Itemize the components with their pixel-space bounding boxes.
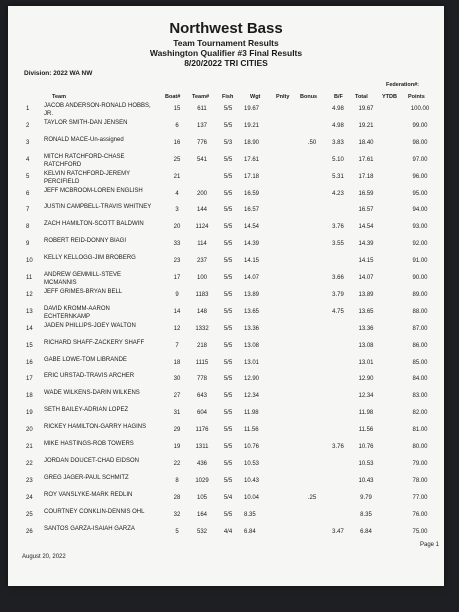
cell-total: 16.59 <box>358 190 374 197</box>
subtitle-results: Team Tournament Results <box>173 38 279 48</box>
cell-fish: 5/5 <box>223 241 233 248</box>
cell-team: MITCH RATCHFORD-CHASE RATCHFORD <box>44 153 125 168</box>
cell-wgt: 12.34 <box>244 393 260 400</box>
subtitle-date: 8/20/2022 TRI CITIES <box>184 58 268 68</box>
table-row <box>8 322 444 340</box>
cell-team: ZACH HAMILTON-SCOTT BALDWIN <box>44 221 144 228</box>
cell-wgt: 10.76 <box>244 444 260 450</box>
table-row <box>8 136 444 154</box>
cell-team: WADE WILKENS-DARIN WILKENS <box>44 390 140 397</box>
cell-fish: 5/5 <box>223 275 233 281</box>
cell-points: 89.00 <box>412 291 428 298</box>
cell-wgt: 14.54 <box>244 224 260 231</box>
cell-team: JORDAN DOUCET-CHAD EIDSON <box>44 457 140 464</box>
cell-team: TAYLOR SMITH-DAN JENSEN <box>44 119 128 126</box>
col-total: Total <box>355 94 368 100</box>
cell-team: MIKE HASTINGS-ROB TOWERS <box>44 441 134 447</box>
cell-fish: 5/5 <box>223 427 233 434</box>
cell-points: 95.00 <box>412 190 428 197</box>
cell-total: 17.61 <box>358 156 374 163</box>
cell-fish: 5/5 <box>223 325 233 332</box>
cell-teamno: 436 <box>196 460 207 467</box>
cell-teamno: 1332 <box>195 325 209 332</box>
table-row <box>8 525 444 543</box>
cell-teamno: 148 <box>196 308 207 315</box>
cell-fish: 5/4 <box>223 494 233 501</box>
cell-rank: 9 <box>26 241 30 248</box>
cell-teamno: 200 <box>196 190 207 197</box>
cell-bf: 4.98 <box>332 106 344 112</box>
cell-points: 91.00 <box>412 258 428 265</box>
cell-teamno: 164 <box>196 511 207 518</box>
cell-wgt: 14.07 <box>244 275 260 281</box>
cell-total: 10.53 <box>358 460 374 467</box>
cell-wgt: 16.59 <box>244 190 260 197</box>
cell-wgt: 14.15 <box>244 258 260 265</box>
cell-points: 75.00 <box>412 528 428 535</box>
table-row <box>8 406 444 424</box>
cell-points: 90.00 <box>412 275 428 281</box>
cell-teamno: 100 <box>196 275 207 281</box>
page-title: Northwest Bass <box>169 20 283 37</box>
cell-rank: 6 <box>26 190 30 197</box>
cell-points: 98.00 <box>412 139 428 146</box>
cell-team: JUSTIN CAMPBELL-TRAVIS WHITNEY <box>44 204 152 211</box>
cell-fish: 5/5 <box>223 359 233 366</box>
cell-rank: 14 <box>26 325 33 332</box>
cell-wgt: 18.90 <box>244 139 260 146</box>
cell-boat: 18 <box>173 359 181 366</box>
cell-points: 85.00 <box>412 359 428 366</box>
cell-points: 99.00 <box>412 122 428 129</box>
table-row <box>8 491 444 509</box>
cell-rank: 23 <box>26 477 33 484</box>
cell-points: 78.00 <box>412 477 428 484</box>
cell-points: 80.00 <box>412 444 428 450</box>
cell-rank: 5 <box>26 173 30 180</box>
cell-points: 86.00 <box>412 342 428 349</box>
cell-total: 14.39 <box>358 241 374 248</box>
cell-boat: 3 <box>175 207 179 214</box>
cell-boat: 28 <box>173 494 181 501</box>
cell-boat: 27 <box>173 393 181 400</box>
cell-wgt: 17.18 <box>244 173 260 180</box>
cell-total: 19.67 <box>358 106 374 112</box>
cell-bf: 3.66 <box>332 275 344 281</box>
cell-wgt: 13.89 <box>244 291 260 298</box>
cell-total: 13.08 <box>358 342 374 349</box>
cell-fish: 5/5 <box>223 410 233 417</box>
col-pnlty: Pnlty <box>276 94 290 100</box>
cell-rank: 21 <box>26 444 33 450</box>
cell-fish: 5/5 <box>223 106 233 112</box>
cell-fish: 4/4 <box>223 528 233 535</box>
cell-teamno: 144 <box>196 207 207 214</box>
cell-fish: 5/5 <box>223 376 233 383</box>
cell-total: 16.57 <box>358 207 374 214</box>
cell-team: JEFF MCBROOM-LOREN ENGLISH <box>44 187 143 194</box>
cell-boat: 4 <box>175 190 179 197</box>
cell-teamno: 643 <box>196 393 207 400</box>
cell-team: ROY VANSLYKE-MARK REDLIN <box>44 491 133 498</box>
cell-total: 13.01 <box>358 359 374 366</box>
cell-fish: 5/5 <box>223 342 233 349</box>
table-row <box>8 305 444 323</box>
cell-points: 76.00 <box>412 511 428 518</box>
cell-boat: 17 <box>173 275 181 281</box>
cell-boat: 23 <box>173 258 181 265</box>
cell-points: 87.00 <box>412 325 428 332</box>
cell-bonus: .50 <box>307 139 317 146</box>
cell-team: GABE LOWE-TOM LIBRANDE <box>44 356 127 363</box>
cell-rank: 18 <box>26 393 33 400</box>
cell-team: COURTNEY CONKLIN-DENNIS OHL <box>44 508 145 515</box>
cell-bf: 4.75 <box>332 308 344 315</box>
cell-boat: 30 <box>173 376 181 383</box>
cell-bf: 3.76 <box>332 444 344 450</box>
cell-boat: 19 <box>173 444 181 450</box>
cell-fish: 5/5 <box>223 393 233 400</box>
cell-total: 12.90 <box>358 376 374 383</box>
cell-fish: 5/5 <box>223 122 233 129</box>
cell-total: 9.79 <box>360 494 372 501</box>
cell-teamno: 218 <box>196 342 207 349</box>
cell-wgt: 19.67 <box>244 106 260 112</box>
table-row <box>8 102 444 120</box>
cell-team: ROBERT REID-DONNY BIAGI <box>44 238 127 245</box>
cell-points: 82.00 <box>412 410 428 417</box>
table-row <box>8 187 444 205</box>
cell-wgt: 11.56 <box>244 427 259 434</box>
cell-team: ERIC URSTAD-TRAVIS ARCHER <box>44 373 135 380</box>
cell-wgt: 6.84 <box>244 528 256 535</box>
cell-fish: 5/5 <box>223 207 233 214</box>
table-row <box>8 153 444 171</box>
cell-rank: 15 <box>26 342 33 349</box>
table-row <box>8 254 444 272</box>
cell-boat: 22 <box>173 460 181 467</box>
cell-bf: 4.98 <box>332 122 344 129</box>
cell-wgt: 12.90 <box>244 376 260 383</box>
cell-team: SANTOS GARZA-ISAIAH GARZA <box>44 525 135 532</box>
division-label: Division: 2022 WA NW <box>24 70 93 77</box>
cell-fish: 5/5 <box>223 477 233 484</box>
cell-teamno: 1183 <box>195 291 209 298</box>
cell-wgt: 17.61 <box>244 156 260 163</box>
cell-teamno: 1176 <box>195 427 209 434</box>
cell-boat: 6 <box>175 122 179 129</box>
table-row <box>8 119 444 137</box>
cell-boat: 14 <box>173 308 181 315</box>
cell-wgt: 10.43 <box>244 477 260 484</box>
cell-rank: 10 <box>26 258 33 265</box>
cell-total: 8.35 <box>360 511 372 518</box>
cell-team: GREG JAGER-PAUL SCHMITZ <box>44 474 129 481</box>
federation-label: Federation#: <box>386 82 420 88</box>
col-wgt: Wgt <box>250 94 261 100</box>
cell-boat: 21 <box>173 173 181 180</box>
cell-rank: 26 <box>26 528 33 535</box>
cell-rank: 11 <box>26 275 33 281</box>
cell-rank: 4 <box>26 156 30 163</box>
cell-bf: 3.76 <box>332 224 344 231</box>
cell-points: 92.00 <box>412 241 428 248</box>
cell-total: 18.40 <box>358 139 374 146</box>
table-row <box>8 474 444 492</box>
cell-teamno: 541 <box>196 156 207 163</box>
results-sheet <box>8 6 444 586</box>
table-row <box>8 372 444 390</box>
cell-boat: 29 <box>173 427 181 434</box>
footer-date: August 20, 2022 <box>22 554 66 560</box>
col-ytdb: YTDB <box>382 94 397 100</box>
cell-bonus: .25 <box>307 494 317 501</box>
cell-points: 84.00 <box>412 376 428 383</box>
cell-rank: 16 <box>26 359 33 366</box>
cell-boat: 33 <box>173 241 181 248</box>
cell-points: 79.00 <box>412 460 428 467</box>
cell-teamno: 532 <box>196 528 207 535</box>
cell-wgt: 10.04 <box>244 494 260 501</box>
table-row <box>8 457 444 475</box>
cell-fish: 5/5 <box>223 308 233 315</box>
cell-team: DAVID KROMM-AARON ECHTERNKAMP <box>44 305 110 320</box>
table-row <box>8 237 444 255</box>
table-row <box>8 170 444 188</box>
cell-wgt: 13.65 <box>244 308 260 315</box>
cell-fish: 5/5 <box>223 291 233 298</box>
cell-rank: 19 <box>26 410 33 417</box>
cell-teamno: 1124 <box>195 224 209 231</box>
cell-total: 13.65 <box>358 308 374 315</box>
cell-team: JEFF GRIMES-BRYAN BELL <box>44 288 123 295</box>
cell-team: JACOB ANDERSON-RONALD HOBBS, JR. <box>44 103 151 117</box>
cell-total: 19.21 <box>358 122 374 129</box>
cell-rank: 12 <box>26 291 33 298</box>
cell-fish: 5/5 <box>223 511 233 518</box>
col-bonus: Bonus <box>300 94 318 100</box>
cell-points: 83.00 <box>412 393 428 400</box>
cell-boat: 8 <box>175 477 179 484</box>
cell-fish: 5/5 <box>223 190 233 197</box>
cell-teamno: 237 <box>196 258 207 265</box>
table-row <box>8 508 444 526</box>
cell-team: SETH BAILEY-ADRIAN LOPEZ <box>44 407 129 414</box>
cell-wgt: 13.08 <box>244 342 260 349</box>
cell-points: 94.00 <box>412 207 428 214</box>
table-row <box>8 220 444 238</box>
cell-rank: 25 <box>26 511 33 518</box>
col-boat: Boat# <box>165 94 181 100</box>
cell-rank: 22 <box>26 460 33 467</box>
cell-rank: 1 <box>26 106 30 112</box>
cell-fish: 5/5 <box>223 156 233 163</box>
cell-total: 10.76 <box>358 444 374 450</box>
cell-bf: 3.79 <box>332 291 344 298</box>
cell-rank: 24 <box>26 494 33 501</box>
cell-team: ANDREW GEMMILL-STEVE MCMANNIS <box>44 272 122 286</box>
cell-points: 100.00 <box>410 106 430 112</box>
cell-team: RICKEY HAMILTON-GARRY HAGINS <box>44 424 147 431</box>
cell-wgt: 19.21 <box>244 122 260 129</box>
cell-boat: 5 <box>175 528 179 535</box>
cell-team: KELLY KELLOGG-JIM BROBERG <box>44 255 136 262</box>
table-row <box>8 389 444 407</box>
cell-teamno: 114 <box>197 241 207 248</box>
cell-teamno: 105 <box>196 494 207 501</box>
cell-fish: 5/5 <box>223 460 233 467</box>
cell-boat: 31 <box>173 410 181 417</box>
cell-fish: 5/5 <box>223 258 233 265</box>
page-number: Page 1 <box>420 542 440 548</box>
cell-teamno: 604 <box>196 410 207 417</box>
cell-teamno: 1029 <box>195 477 209 484</box>
col-teamno: Team# <box>192 94 210 100</box>
cell-boat: 20 <box>173 224 181 231</box>
cell-points: 88.00 <box>412 308 428 315</box>
cell-total: 10.43 <box>358 477 374 484</box>
cell-bf: 5.10 <box>332 156 344 163</box>
cell-teamno: 1311 <box>195 444 209 450</box>
cell-boat: 12 <box>173 325 181 332</box>
cell-fish: 5/3 <box>223 139 233 146</box>
cell-teamno: 776 <box>196 139 207 146</box>
cell-boat: 32 <box>173 511 181 518</box>
col-team: Team <box>52 94 66 100</box>
cell-fish: 5/5 <box>223 224 233 231</box>
cell-boat: 25 <box>173 156 181 163</box>
cell-total: 11.56 <box>358 427 374 434</box>
subtitle-event: Washington Qualifier #3 Final Results <box>149 48 303 58</box>
table-row <box>8 271 444 289</box>
cell-team: KELVIN RATCHFORD-JEREMY PERCIFIELD <box>44 170 131 185</box>
cell-boat: 7 <box>175 342 179 349</box>
cell-rank: 20 <box>26 427 33 434</box>
cell-teamno: 137 <box>196 122 207 129</box>
cell-rank: 2 <box>26 122 30 129</box>
cell-total: 14.54 <box>358 224 374 231</box>
cell-points: 96.00 <box>412 173 428 180</box>
cell-wgt: 14.39 <box>244 241 260 248</box>
cell-total: 11.98 <box>358 410 374 417</box>
table-row <box>8 288 444 306</box>
cell-wgt: 11.98 <box>244 410 259 417</box>
cell-points: 93.00 <box>412 224 428 231</box>
cell-team: RICHARD SHAFF-ZACKERY SHAFF <box>44 339 145 346</box>
cell-bf: 3.55 <box>332 241 344 248</box>
cell-rank: 8 <box>26 224 30 231</box>
cell-wgt: 10.53 <box>244 460 260 467</box>
cell-total: 6.84 <box>360 528 372 535</box>
table-row <box>8 440 444 458</box>
cell-total: 14.15 <box>358 258 374 265</box>
cell-bf: 3.47 <box>332 528 344 535</box>
cell-teamno: 1115 <box>195 359 209 366</box>
cell-team: JADEN PHILLIPS-JOEY WALTON <box>44 322 136 329</box>
cell-bf: 4.23 <box>332 190 344 197</box>
cell-total: 13.36 <box>358 325 374 332</box>
table-row <box>8 339 444 357</box>
cell-rank: 17 <box>26 376 33 383</box>
cell-bf: 3.83 <box>332 139 344 146</box>
cell-points: 97.00 <box>412 156 428 163</box>
cell-total: 12.34 <box>358 393 374 400</box>
cell-points: 77.00 <box>412 494 428 501</box>
table-row <box>8 356 444 374</box>
table-row <box>8 423 444 441</box>
col-fish: Fish <box>222 94 234 100</box>
cell-team: RONALD MACE-Un-assigned <box>44 136 124 143</box>
cell-wgt: 13.36 <box>244 325 260 332</box>
cell-wgt: 8.35 <box>244 511 256 518</box>
cell-boat: 15 <box>173 106 181 112</box>
cell-total: 14.07 <box>358 275 374 281</box>
cell-rank: 13 <box>26 308 33 315</box>
cell-total: 13.89 <box>358 291 374 298</box>
cell-wgt: 13.01 <box>244 359 260 366</box>
cell-points: 81.00 <box>412 427 428 434</box>
cell-rank: 7 <box>26 207 30 214</box>
cell-teamno: 778 <box>196 376 207 383</box>
cell-teamno: 611 <box>197 106 207 112</box>
cell-bf: 5.31 <box>332 173 344 180</box>
cell-wgt: 16.57 <box>244 207 260 214</box>
cell-fish: 5/5 <box>223 173 233 180</box>
table-row <box>8 203 444 221</box>
cell-total: 17.18 <box>358 173 374 180</box>
cell-boat: 16 <box>173 139 181 146</box>
cell-boat: 9 <box>175 291 179 298</box>
col-bf: B/F <box>334 94 343 100</box>
col-points: Points <box>408 94 425 100</box>
cell-rank: 3 <box>26 139 30 146</box>
cell-fish: 5/5 <box>223 444 233 450</box>
